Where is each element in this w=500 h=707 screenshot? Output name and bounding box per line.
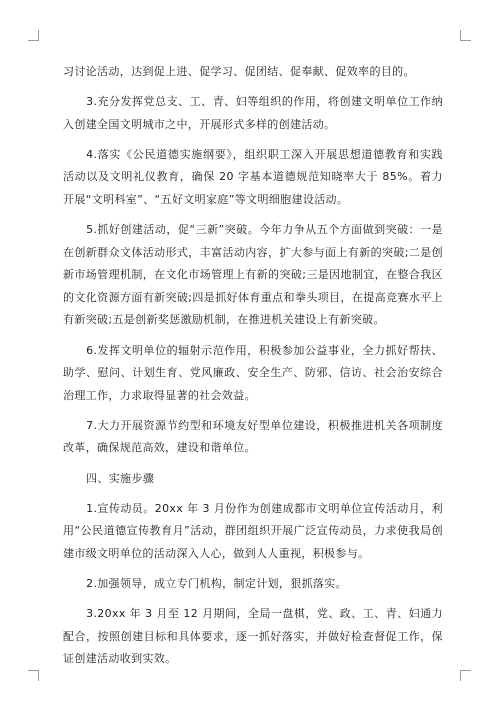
section-heading-implementation-steps: 四、实施步骤 — [86, 471, 155, 485]
crop-mark-bottom-right — [460, 670, 471, 681]
paragraph-step-2: 2.加强领导，成立专门机构，制定计划，狠抓落实。 — [86, 576, 347, 590]
paragraph-step-3: 3.20xx 年 3 月至 12 月期间，全局一盘棋，党、政、工、青、妇通力配合，按照创建目标和具体要求，逐一抓好落实，并做好检查督促工作，保证创建活动收到实效。 — [63, 606, 443, 666]
paragraph-item-5: 5.抓好创建活动，促“三新”突破。今年力争从五个方面做到突破：一是在创新群众文体活动形式，丰富活动内容，扩大参与面上有新的突破;二是创新市场管理机制，在文化市场管理上有新的突破;三是因地制宜，在整合我区的文化资源方面有新突破;四是抓好体育重点和拳头项目，在提高竞赛水平上有新突破;五是创新奖惩激励机制，在推进机关建设上有新突破。 — [63, 223, 443, 327]
paragraph-item-4: 4.落实《公民道德实施纲要》，组织职工深入开展思想道德教育和实践活动以及文明礼仪教育，确保 20 字基本道德规范知晓率大于 85%。着力开展“文明科室”、“五好文明家庭”等文明细胞建设活动。 — [63, 147, 443, 206]
paragraph-step-1: 1.宣传动员。20xx 年 3 月份作为创建成都市文明单位宣传活动月，利用“公民道德宣传教育月”活动，群团组织开展广泛宣传动员，力求使我局创建市级文明单位的活动深入人心，做到人人重视，积极参与。 — [63, 501, 443, 560]
paragraph-item-6: 6.发挥文明单位的辐射示范作用，积极参加公益事业，全力抓好帮扶、助学、慰问、计划生育、党风廉政、安全生产、防邪、信访、社会治安综合治理工作，力求取得显著的社会效益。 — [63, 343, 443, 402]
crop-mark-top-left — [28, 30, 39, 41]
paragraph-item-7: 7.大力开展资源节约型和环境友好型单位建设，积极推进机关各项制度改革，确保规范高效，建设和谐单位。 — [63, 418, 443, 455]
paragraph-continuation: 习讨论活动，达到促上进、促学习、促团结、促奉献、促效率的目的。 — [63, 65, 415, 78]
crop-mark-top-right — [460, 30, 471, 41]
crop-mark-bottom-left — [28, 670, 39, 681]
document-body — [63, 61, 443, 678]
paragraph-item-3: 3.充分发挥党总支、工、青、妇等组织的作用，将创建文明单位工作纳入创建全国文明城市之中，开展形式多样的创建活动。 — [63, 95, 443, 131]
